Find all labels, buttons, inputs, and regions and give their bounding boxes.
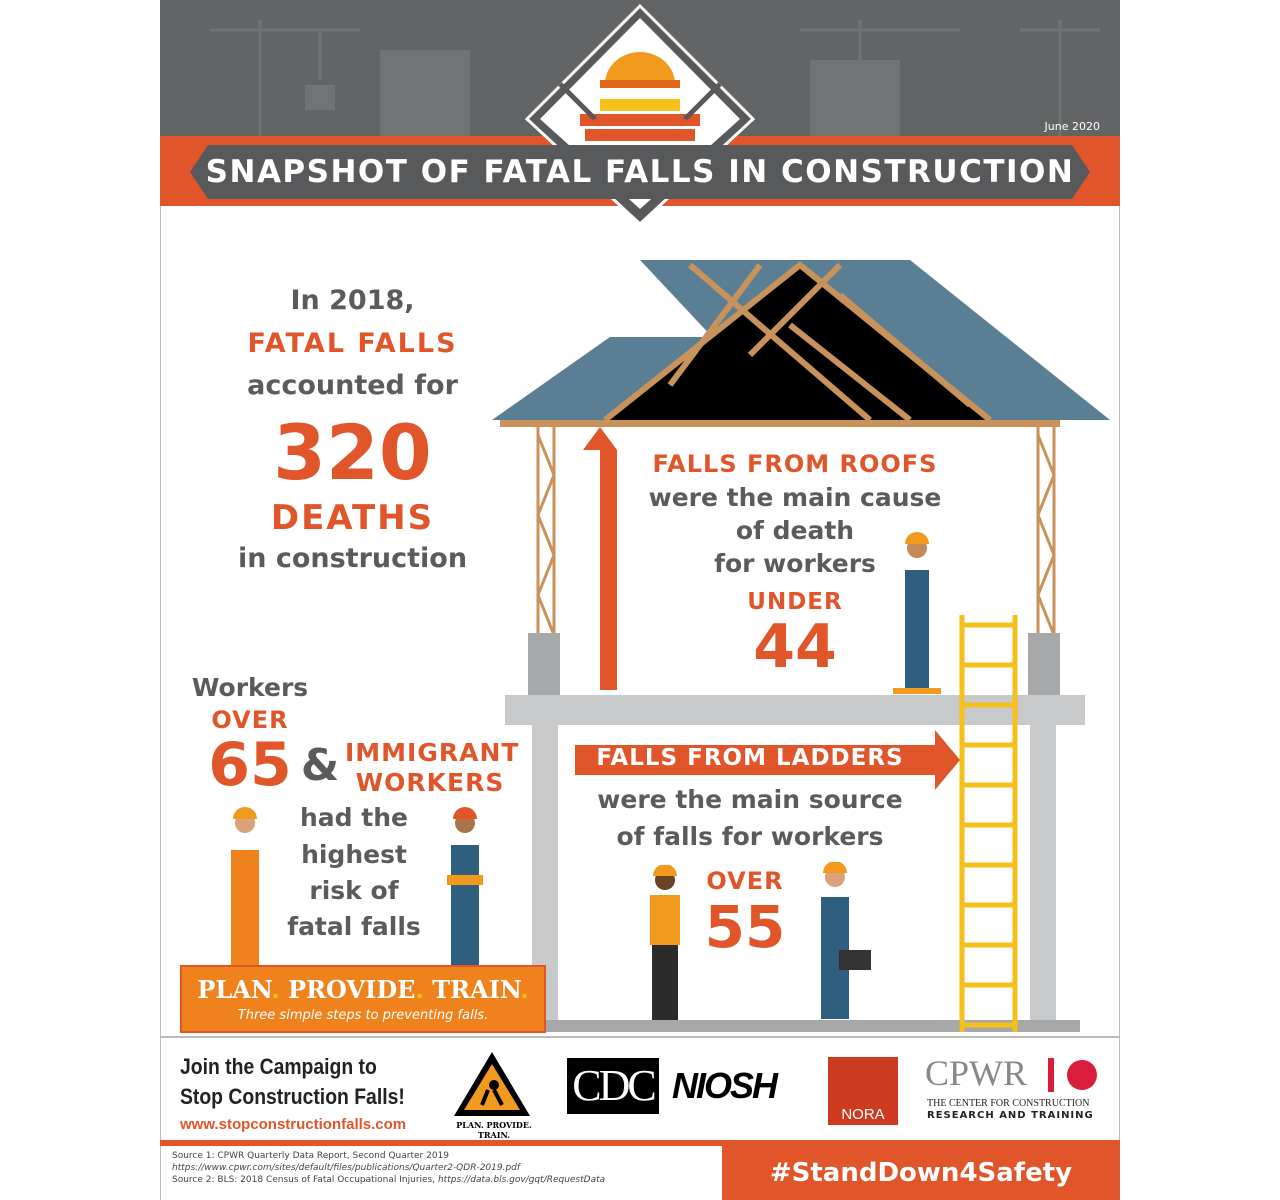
risk-over: OVER [211, 706, 289, 734]
cdc-logo: CDC [567, 1058, 659, 1114]
dot: . [520, 975, 529, 1004]
intro-fatal-falls: FATAL FALLS [247, 328, 458, 359]
intro-construction: in construction [237, 543, 468, 574]
intro-accounted: accounted for [247, 370, 458, 401]
niosh-logo: NIOSH [672, 1065, 777, 1106]
train-word: TRAIN [432, 975, 521, 1004]
worker-figure-toolbox [805, 862, 875, 1025]
campaign-line: Join the Campaign to [180, 1054, 377, 1079]
intro-deaths: DEATHS [270, 498, 435, 538]
dot: . [415, 975, 424, 1004]
roofs-age: 44 [753, 612, 837, 682]
intro-year: In 2018, [290, 285, 415, 316]
campaign-line: Stop Construction Falls! [180, 1084, 405, 1109]
ladders-heading: FALLS FROM LADDERS [596, 745, 904, 771]
risk-workers-label: WORKERS [355, 768, 505, 797]
cpwr-subtitle: RESEARCH AND TRAINING [927, 1110, 1094, 1121]
campaign-url-link[interactable]: www.stopconstructionfalls.com [180, 1116, 407, 1133]
risk-text: risk of [309, 876, 399, 905]
cpwr-subtitle: THE CENTER FOR CONSTRUCTION [927, 1098, 1090, 1109]
death-count: 320 [273, 408, 432, 497]
risk-text: fatal falls [287, 912, 421, 941]
hashtag: #StandDown4Safety [722, 1146, 1120, 1200]
older-worker-figure [215, 805, 275, 970]
source-1: Source 1: CPWR Quarterly Data Report, Second Quarter 2019 [172, 1151, 449, 1161]
roofs-text: were the main cause [648, 483, 942, 512]
cpwr-logo-text: CPWR [925, 1053, 1028, 1093]
risk-workers: Workers [191, 673, 309, 702]
roofs-age-label: UNDER [747, 589, 843, 615]
date: June 2020 [1044, 120, 1100, 133]
risk-ampersand: & [300, 740, 340, 791]
nora-logo [828, 1057, 898, 1125]
cpwr-mark-icon [1048, 1058, 1100, 1094]
roofs-text: of death [735, 516, 855, 545]
source-2-url: https://data.bls.gov/gqt/RequestData [437, 1175, 606, 1185]
source-1-url: https://www.cpwr.com/sites/default/files/publications/Quarter2-QDR-2019.pdf [172, 1163, 521, 1173]
risk-text: highest [301, 840, 407, 869]
nora-text: NORA [841, 1106, 885, 1123]
page-title: SNAPSHOT OF FATAL FALLS IN CONSTRUCTION [205, 154, 1075, 190]
plan-subtitle: Three simple steps to preventing falls. [237, 1008, 489, 1023]
divider [160, 1036, 1120, 1038]
plan-word: PLAN [197, 975, 272, 1004]
campaign-text [180, 1052, 405, 1112]
risk-immigrant: IMMIGRANT [345, 738, 520, 767]
sources [172, 1150, 605, 1186]
plan-provide-train-box [180, 965, 546, 1033]
ladders-age-label: OVER [706, 867, 784, 895]
ladders-age: 55 [704, 893, 786, 961]
ladders-text: of falls for workers [616, 822, 884, 851]
risk-age: 65 [208, 730, 292, 800]
ladders-text: were the main source [597, 785, 903, 814]
risk-text: had the [300, 803, 408, 832]
roofs-heading: FALLS FROM ROOFS [652, 450, 938, 478]
provide-word: PROVIDE [288, 975, 416, 1004]
ppt-logo-text: PLAN. PROVIDE. TRAIN. [456, 1120, 532, 1140]
source-2: Source 2: BLS: 2018 Census of Fatal Occupational Injuries, [172, 1175, 438, 1185]
immigrant-worker-figure [435, 805, 495, 970]
dot: . [271, 975, 280, 1004]
roofs-text: for workers [714, 549, 876, 578]
warning-triangle-logo-icon [452, 1050, 532, 1118]
